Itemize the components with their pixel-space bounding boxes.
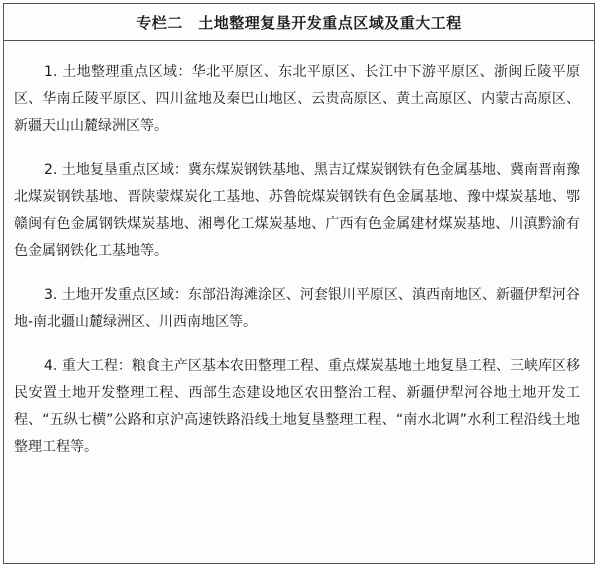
paragraph-land-reclamation: 2. 土地复垦重点区域：冀东煤炭钢铁基地、黑吉辽煤炭钢铁有色金属基地、冀南晋南豫北煤炭钢铁基地、晋陕蒙煤炭化工基地、苏鲁皖煤炭钢铁有色金属基地、豫中煤炭基地、鄂赣闽有色金属钢铁煤炭基地、湘粤化工煤炭基地、广西有色金属建材煤炭基地、川滇黔渝有色金属钢铁化工基地等。 xyxy=(14,162,580,259)
paragraph-land-consolidation: 1. 土地整理重点区域：华北平原区、东北平原区、长江中下游平原区、浙闽丘陵平原区、华南丘陵平原区、四川盆地及秦巴山地区、云贵高原区、黄土高原区、内蒙古高原区、新疆天山山麓绿洲区等。 xyxy=(14,64,580,134)
column-content xyxy=(4,41,594,461)
column-title: 专栏二 土地整理复垦开发重点区域及重大工程 xyxy=(4,4,594,41)
paragraph-land-development: 3. 土地开发重点区域：东部沿海滩涂区、河套银川平原区、滇西南地区、新疆伊犁河谷地-南北疆山麓绿洲区、川西南地区等。 xyxy=(14,287,580,330)
column-box xyxy=(3,3,595,564)
paragraph-major-projects: 4. 重大工程：粮食主产区基本农田整理工程、重点煤炭基地土地复垦工程、三峡库区移民安置土地开发整理工程、西部生态建设地区农田整治工程、新疆伊犁河谷地土地开发工程、“五纵七横”公路和京沪高速铁路沿线土地复垦整理工程、“南水北调”水利工程沿线土地整理工程等。 xyxy=(14,358,580,455)
